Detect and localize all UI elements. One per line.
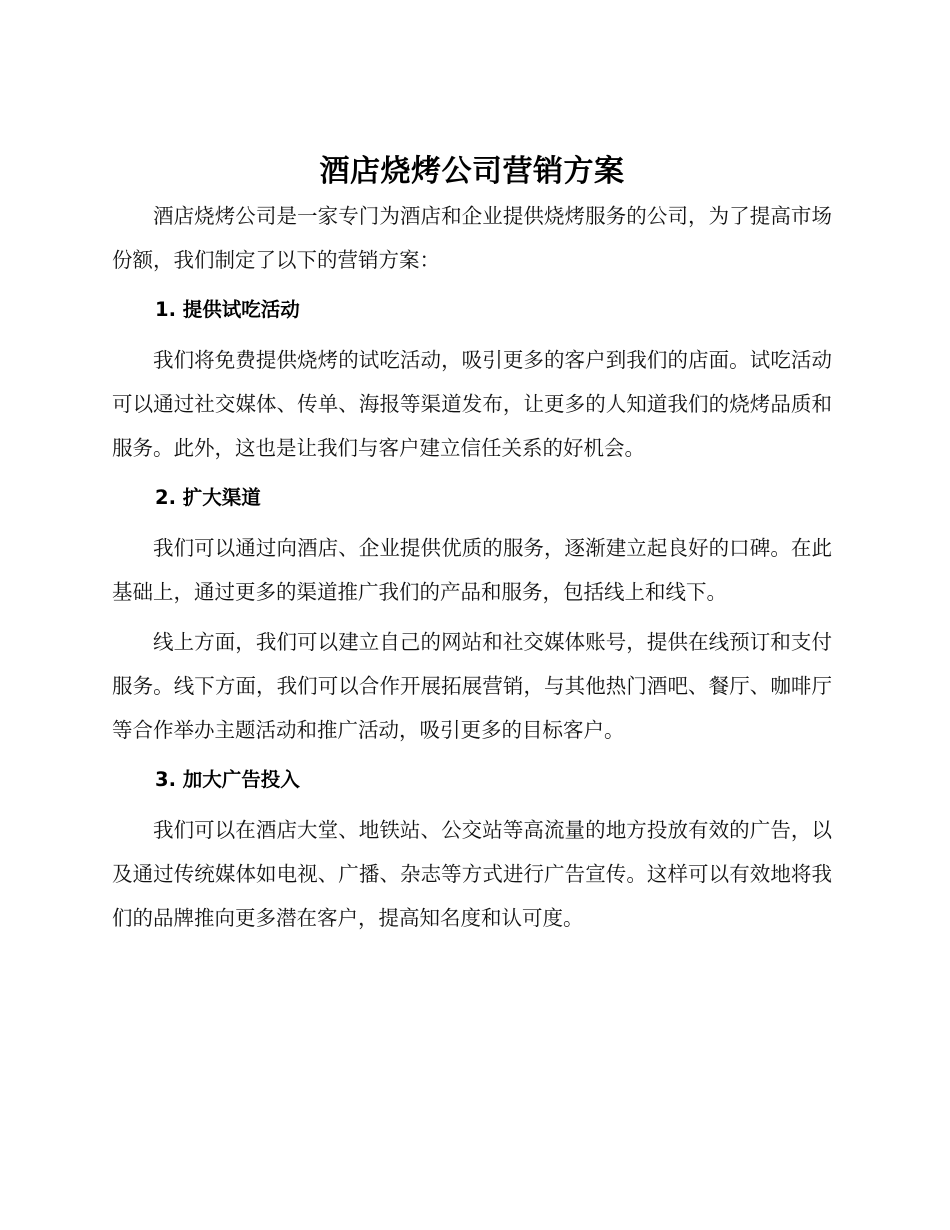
section-channels-paragraph-2: 线上方面，我们可以建立自己的网站和社交媒体账号，提供在线预订和支付服务。线下方面，我们可以合作开展拓展营销，与其他热门酒吧、餐厅、咖啡厅等合作举办主题活动和推广活动，吸引更多的目标客户。 [112,630,832,742]
section-advertising-paragraph: 我们可以在酒店大堂、地铁站、公交站等高流量的地方投放有效的广告，以及通过传统媒体如电视、广播、杂志等方式进行广告宣传。这样可以有效地将我们的品牌推向更多潜在客户，提高知名度和认可度。 [112,818,832,930]
section-heading-channels: 2. 扩大渠道 [155,486,261,509]
section-channels-paragraph-1: 我们可以通过向酒店、企业提供优质的服务，逐渐建立起良好的口碑。在此基础上，通过更多的渠道推广我们的产品和服务，包括线上和线下。 [112,536,832,604]
section-heading-trial: 1. 提供试吃活动 [155,298,300,321]
document-page [112,150,832,940]
intro-paragraph: 酒店烧烤公司是一家专门为酒店和企业提供烧烤服务的公司，为了提高市场份额，我们制定了以下的营销方案： [112,204,832,272]
document-title: 酒店烧烤公司营销方案 [319,154,625,189]
section-heading-advertising: 3. 加大广告投入 [155,768,300,791]
section-trial-paragraph: 我们将免费提供烧烤的试吃活动，吸引更多的客户到我们的店面。试吃活动可以通过社交媒体、传单、海报等渠道发布，让更多的人知道我们的烧烤品质和服务。此外，这也是让我们与客户建立信任关系的好机会。 [112,348,832,460]
